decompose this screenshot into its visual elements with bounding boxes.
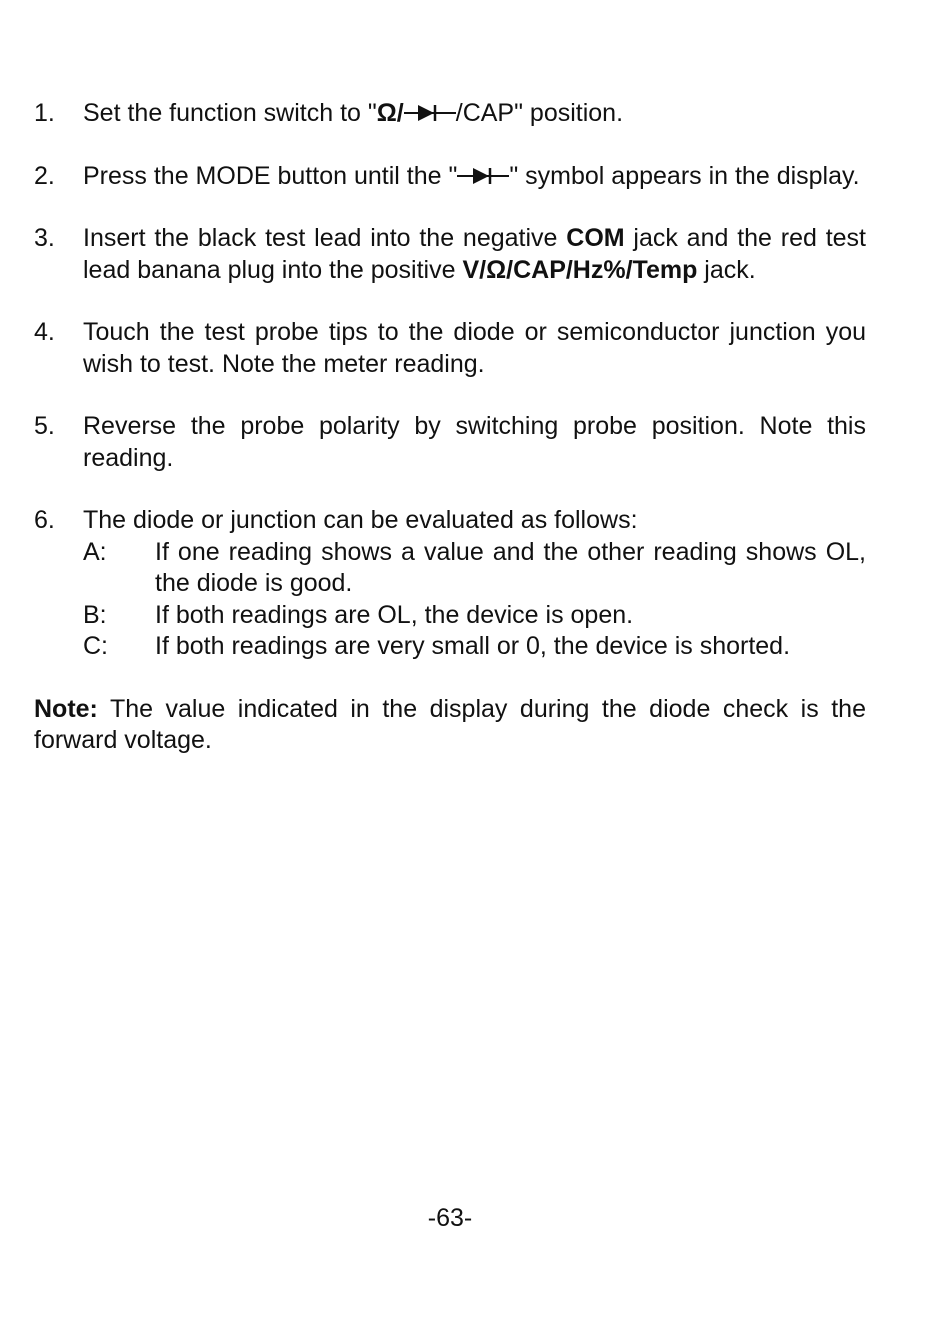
step-6: [34, 505, 866, 663]
sub-item-letter: A:: [83, 537, 107, 566]
step-4: [34, 317, 866, 380]
step-text-pre: Set the function switch to ": [83, 99, 377, 127]
step-text-mid: jack and the red test lead banana plug into the positive: [83, 224, 866, 284]
step-5: [34, 411, 866, 474]
ohm-symbol-bold: Ω/: [376, 99, 404, 127]
step-text-post: /CAP" position.: [455, 99, 624, 127]
diode-symbol-icon: [457, 166, 509, 186]
step-number: 1.: [34, 99, 55, 127]
sub-item-text: If both readings are very small or 0, the device is shorted.: [155, 632, 791, 660]
step-number: 4.: [34, 318, 55, 346]
sub-item-letter: C:: [83, 632, 108, 660]
step-text-post: jack.: [697, 255, 756, 284]
step-number: 2.: [34, 161, 55, 190]
note-paragraph: [34, 694, 866, 757]
step-text-pre: Insert the black test lead into the negative: [83, 224, 567, 252]
step-3: [34, 223, 866, 286]
sub-item-b: [83, 600, 866, 632]
note-label: Note:: [34, 694, 98, 723]
page-number: -63-: [427, 1204, 473, 1232]
positive-jack-label: V/Ω/CAP/Hz%/Temp: [462, 255, 698, 284]
step-number: 5.: [34, 412, 55, 440]
step-number: 3.: [34, 224, 55, 252]
diode-symbol-icon: [404, 103, 456, 123]
step-text: Touch the test probe tips to the diode or semiconductor junction you wish to test. Note the meter reading.: [83, 318, 866, 378]
manual-page-content: [34, 98, 866, 757]
step-number: 6.: [34, 506, 55, 534]
step-1: [34, 98, 866, 130]
step-text-pre: Press the MODE button until the ": [83, 161, 458, 190]
step-text: The diode or junction can be evaluated as follows:: [83, 506, 638, 534]
sub-item-text: If one reading shows a value and the other reading shows OL, the diode is good.: [155, 537, 866, 597]
sub-item-c: [83, 631, 866, 663]
sub-item-text: If both readings are OL, the device is open.: [155, 600, 634, 629]
step-2: [34, 161, 866, 193]
step-text-post: " symbol appears in the display.: [509, 161, 860, 190]
note-text: The value indicated in the display during the diode check is the forward voltage.: [34, 694, 866, 754]
sub-item-a: [83, 537, 866, 600]
com-jack-label: COM: [566, 224, 625, 252]
step-text: Reverse the probe polarity by switching probe position. Note this reading.: [83, 412, 866, 472]
sub-item-letter: B:: [83, 600, 107, 629]
